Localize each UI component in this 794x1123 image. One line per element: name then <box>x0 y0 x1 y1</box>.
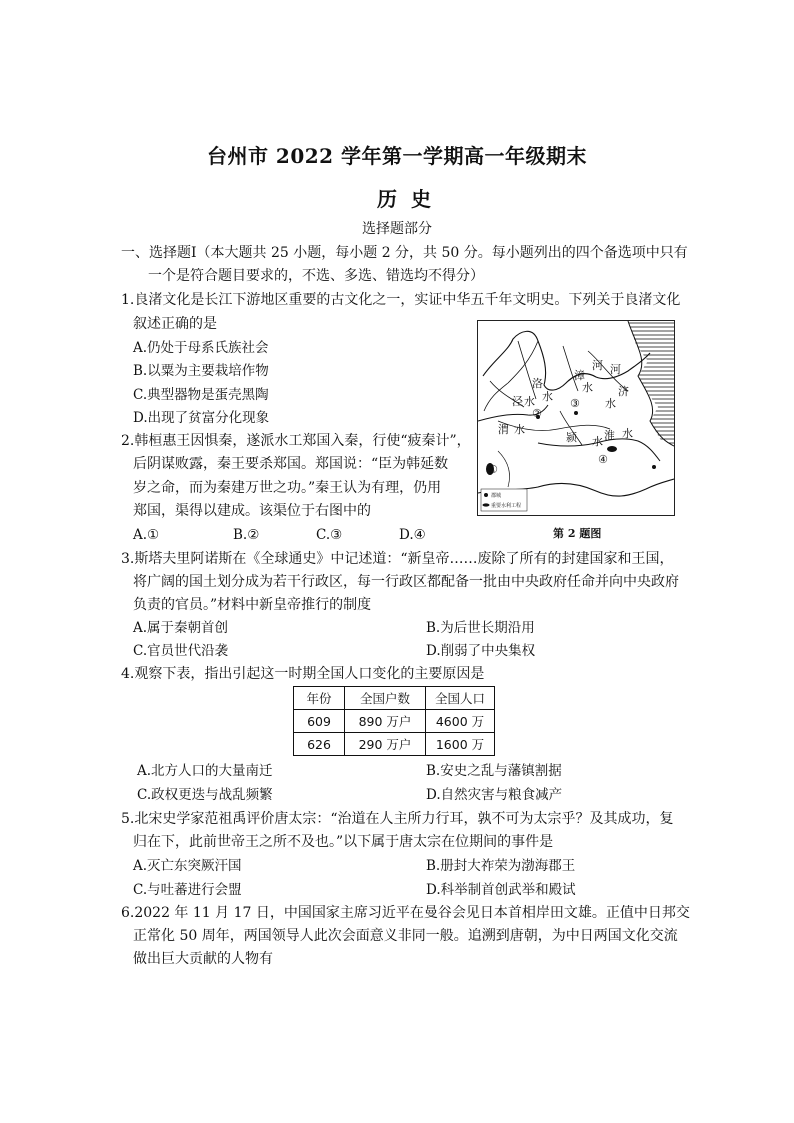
q5-stem-line1: 5.北宋史学家范祖禹评价唐太宗：“治道在人主所力行耳，孰不可为太宗乎？及其成功，复 <box>121 811 674 827</box>
q3-stem-line1: 3.斯塔夫里阿诺斯在《全球通史》中记述道：“新皇帝……废除了所有的封建国家和王国， <box>121 551 674 567</box>
map-label-ying: 颍 <box>566 431 577 444</box>
map-label-huai: 淮 <box>604 429 615 442</box>
table-cell: 890 万户 <box>345 710 426 733</box>
q3-option-c: C.官员世代沿袭 <box>133 643 229 659</box>
table-cell: 626 <box>294 733 345 756</box>
q2-option-a: A.① <box>133 527 160 543</box>
map-marker-2: ② <box>532 407 542 420</box>
legend-city-label: 郡城 <box>491 493 502 499</box>
q1-stem-line1: 1.良渚文化是长江下游地区重要的古文化之一，实证中华五千年文明史。下列关于良渚文化 <box>121 292 681 308</box>
q4-option-c: C.政权更迭与战乱频繁 <box>137 787 273 803</box>
map-label-jing: 泾 <box>512 395 523 408</box>
map-label-ji-water: 水 <box>605 397 616 410</box>
map-label-zhang: 漳 <box>574 369 585 382</box>
map-marker-3: ③ <box>570 397 580 410</box>
q3-option-d: D.削弱了中央集权 <box>426 643 536 659</box>
q6-stem-line2: 正常化 50 周年，两国领导人此次会面意义非同一般。追溯到唐朝，为中日两国文化交流 <box>133 928 678 944</box>
map-label-ying-water: 水 <box>592 435 603 448</box>
q4-option-d: D.自然灾害与粮食减产 <box>426 787 563 803</box>
yellow-river <box>483 331 650 390</box>
map-drawing <box>478 321 674 515</box>
q1-option-a: A.仍处于母系氏族社会 <box>133 340 269 356</box>
map-marker-4: ④ <box>598 453 608 466</box>
map-label-ji: 济 <box>618 385 629 398</box>
table-row <box>294 733 495 756</box>
table-header-row <box>294 687 495 710</box>
section-instruction-line2: 一个是符合题目要求的，不选、多选、错选均不得分） <box>148 268 484 284</box>
map-label-jing-water: 水 <box>524 395 535 408</box>
map-label-huai-water: 水 <box>622 427 633 440</box>
legend-project-symbol <box>483 503 490 506</box>
exam-title: 台州市 2022 学年第一学期高一年级期末 <box>206 144 588 168</box>
q2-stem-line1: 2.韩桓惠王因惧秦，遂派水工郑国入秦，行使“疲秦计”， <box>121 433 471 449</box>
legend-city-symbol <box>484 493 488 497</box>
q1-stem-line2: 叙述正确的是 <box>133 316 217 332</box>
city-dot <box>574 411 578 415</box>
q3-stem-line3: 负责的官员。”材料中新皇帝推行的制度 <box>133 597 372 613</box>
section-instruction-line1: 一、选择题Ⅰ（本大题共 25 小题，每小题 2 分，共 50 分。每小题列出的四个备选项中只有 <box>121 245 688 261</box>
han-river <box>498 451 510 487</box>
q3-option-a: A.属于秦朝首创 <box>133 620 229 636</box>
map-label-he: 河 <box>592 359 603 372</box>
table-cell: 1600 万 <box>426 733 495 756</box>
q5-option-b: B.册封大祚荣为渤海郡王 <box>426 858 576 874</box>
map-label-he2: 河 <box>610 363 621 376</box>
q1-option-b: B.以粟为主要栽培作物 <box>133 363 269 379</box>
q5-option-d: D.科举制首创武举和殿试 <box>426 882 576 898</box>
q2-stem-line2: 后阴谋败露，秦王要杀郑国。郑国说：“臣为韩延数 <box>133 456 449 472</box>
q2-stem-line4: 郑国，渠得以建成。该渠位于右图中的 <box>133 503 371 519</box>
q5-option-c: C.与吐蕃进行会盟 <box>133 882 242 898</box>
legend-project-label: 重要水利工程 <box>491 503 522 509</box>
q2-stem-line3: 岁之命，而为秦建万世之功。”秦王认为有理，仍用 <box>133 480 442 496</box>
map-label-zhang-water: 水 <box>582 381 593 394</box>
map-label-luo-water: 水 <box>542 390 553 403</box>
q2-option-b: B.② <box>233 527 260 543</box>
part-heading: 选择题部分 <box>362 221 432 237</box>
table-header-households: 全国户数 <box>345 687 426 710</box>
map-marker-1: ① <box>488 463 498 476</box>
map-label-wei: 渭 <box>498 423 509 436</box>
q2-option-d: D.④ <box>399 527 426 543</box>
map-label-luo: 洛 <box>532 377 543 390</box>
q5-stem-line2: 归在下，此前世帝王之所不及也。”以下属于唐太宗在位期间的事件是 <box>133 834 554 850</box>
population-table <box>293 686 495 756</box>
table-cell: 290 万户 <box>345 733 426 756</box>
q6-stem-line1: 6.2022 年 11 月 17 日，中国国家主席习近平在曼谷会见日本首相岸田文雄。正值中日邦交 <box>121 905 690 921</box>
q1-option-d: D.出现了贫富分化现象 <box>133 410 270 426</box>
q6-stem-line3: 做出巨大贡献的人物有 <box>133 951 273 967</box>
q4-stem-line1: 4.观察下表，指出引起这一时期全国人口变化的主要原因是 <box>121 666 485 682</box>
city-dot <box>652 465 656 469</box>
map-caption: 第 2 题图 <box>553 527 602 540</box>
q1-option-c: C.典型器物是蛋壳黑陶 <box>133 387 269 403</box>
q5-option-a: A.灭亡东突厥汗国 <box>133 858 242 874</box>
q3-stem-line2: 将广阔的国土划分成为若干行政区，每一行政区都配备一批由中央政府任命并向中央政府 <box>133 574 679 590</box>
table-cell: 609 <box>294 710 345 733</box>
map-label-wei-water: 水 <box>514 423 525 436</box>
q2-map-figure <box>477 320 675 516</box>
table-header-population: 全国人口 <box>426 687 495 710</box>
table-row <box>294 710 495 733</box>
table-cell: 4600 万 <box>426 710 495 733</box>
q2-option-c: C.③ <box>316 527 343 543</box>
q4-option-b: B.安史之乱与藩镇割据 <box>426 763 562 779</box>
q4-option-a: A.北方人口的大量南迁 <box>137 763 273 779</box>
water-project-4 <box>607 446 617 452</box>
subject-title: 历史 <box>377 187 445 211</box>
table-header-year: 年份 <box>294 687 345 710</box>
q3-option-b: B.为后世长期沿用 <box>426 620 535 636</box>
